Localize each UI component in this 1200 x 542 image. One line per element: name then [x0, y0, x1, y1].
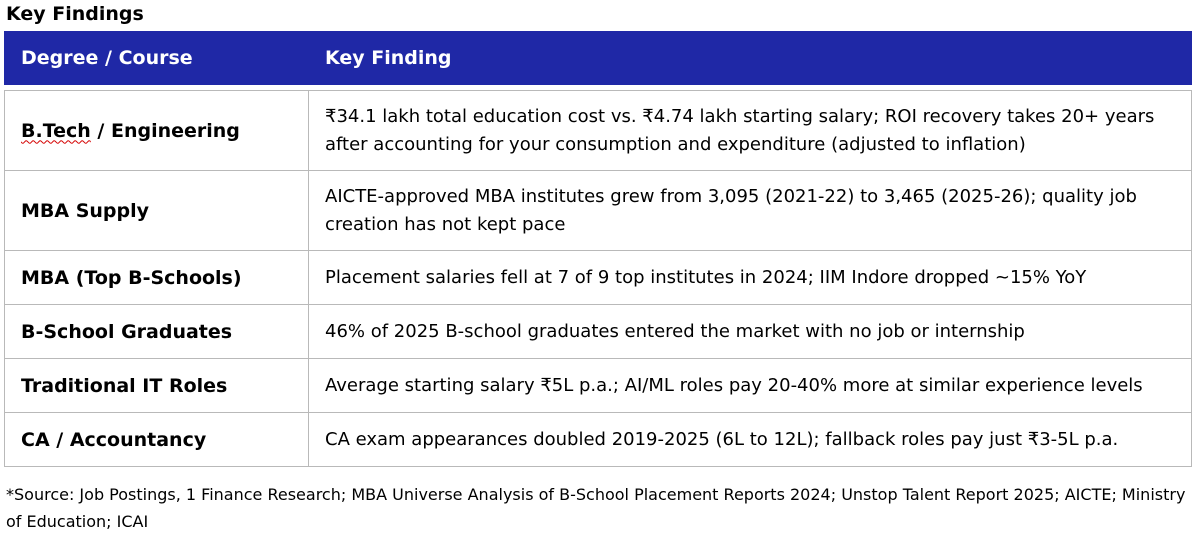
key-findings-table: [4, 31, 1192, 467]
column-header-finding: Key Finding: [309, 32, 1192, 85]
degree-cell: MBA (Top B-Schools): [5, 251, 309, 305]
degree-cell: CA / Accountancy: [5, 413, 309, 467]
column-header-degree: Degree / Course: [5, 32, 309, 85]
degree-cell: Traditional IT Roles: [5, 359, 309, 413]
page-title: Key Findings: [6, 3, 144, 25]
finding-cell: AICTE-approved MBA institutes grew from 3,095 (2021-22) to 3,465 (2025-26); quality job creation has not kept pace: [309, 171, 1192, 251]
degree-text: / Engineering: [90, 119, 240, 142]
table-header-row: [5, 32, 1192, 85]
degree-cell: MBA Supply: [5, 171, 309, 251]
finding-cell: Average starting salary ₹5L p.a.; AI/ML roles pay 20-40% more at similar experience levels: [309, 359, 1192, 413]
table-row: [5, 359, 1192, 413]
finding-cell: Placement salaries fell at 7 of 9 top institutes in 2024; IIM Indore dropped ~15% YoY: [309, 251, 1192, 305]
source-footnote: *Source: Job Postings, 1 Finance Research; MBA Universe Analysis of B-School Placement Reports 2024; Unstop Talent Report 2025; AICTE; Ministry of Education; ICAI: [6, 485, 1186, 531]
table-row: [5, 91, 1192, 171]
finding-cell: CA exam appearances doubled 2019-2025 (6L to 12L); fallback roles pay just ₹3-5L p.a.: [309, 413, 1192, 467]
table-row: [5, 305, 1192, 359]
degree-cell: B-School Graduates: [5, 305, 309, 359]
table-row: [5, 413, 1192, 467]
finding-cell: 46% of 2025 B-school graduates entered the market with no job or internship: [309, 305, 1192, 359]
spellcheck-underlined-text: B.Tech: [21, 119, 91, 142]
table-row: [5, 171, 1192, 251]
degree-cell: [5, 91, 309, 171]
table-row: [5, 251, 1192, 305]
finding-cell: ₹34.1 lakh total education cost vs. ₹4.74 lakh starting salary; ROI recovery takes 20+ years after accounting for your consumption and expenditure (adjusted to inflation): [309, 91, 1192, 171]
